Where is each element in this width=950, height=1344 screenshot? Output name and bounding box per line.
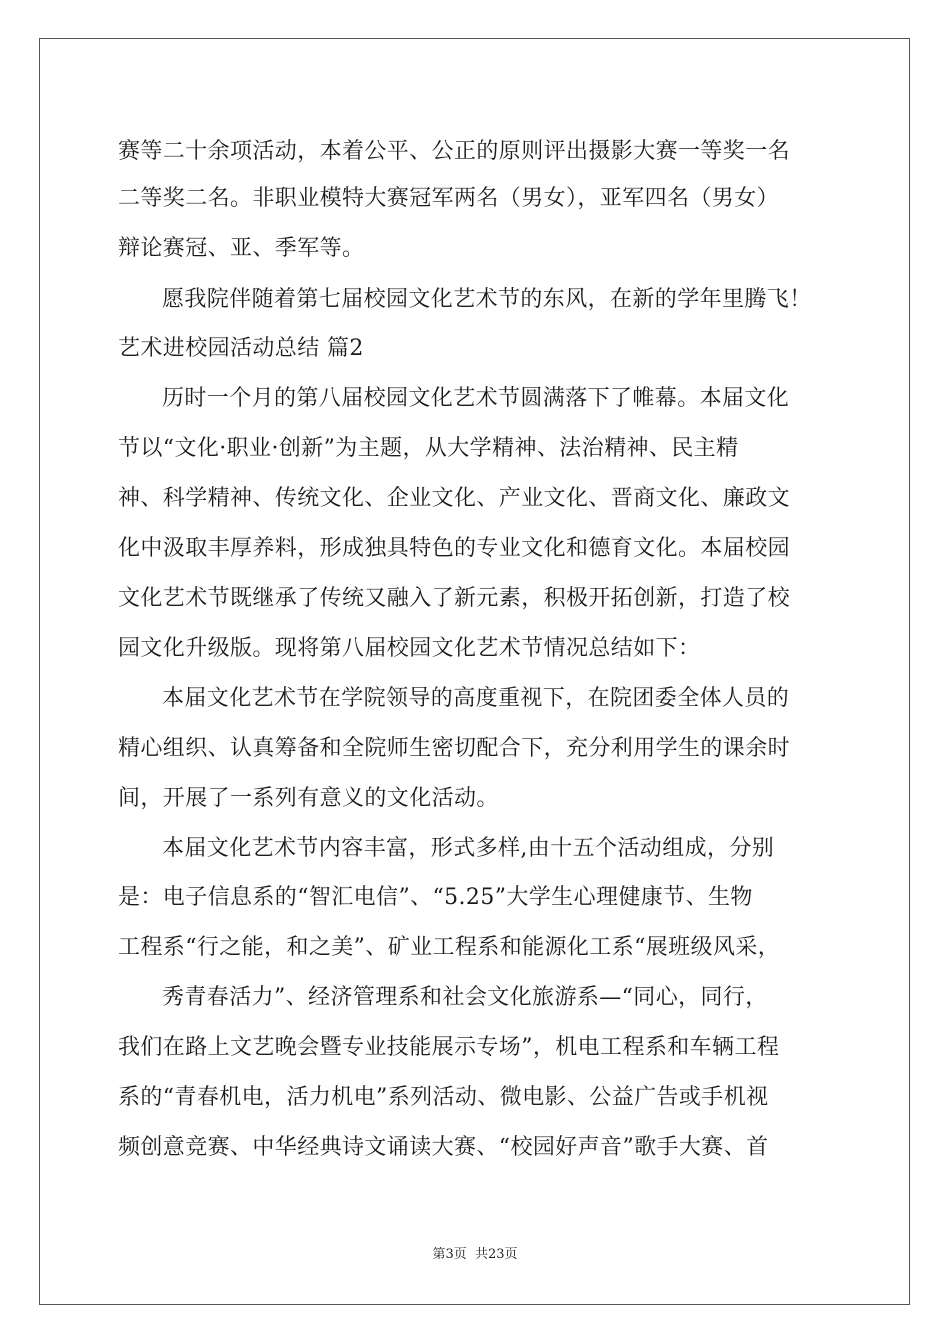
text-line: 频创意竞赛、中华经典诗文诵读大赛、“校园好声音”歌手大赛、首 bbox=[118, 1135, 769, 1160]
paragraph-line: 秀青春活力”、经济管理系和社会文化旅游系—“同心，同行， bbox=[162, 985, 768, 1010]
text-line: 二等奖二名。非职业模特大赛冠军两名（男女），亚军四名（男女） bbox=[118, 186, 780, 211]
section-heading: 艺术进校园活动总结 篇2 bbox=[118, 336, 364, 361]
text-line: 间，开展了一系列有意义的文化活动。 bbox=[118, 786, 499, 811]
text-line: 节以“文化·职业·创新”为主题，从大学精神、法治精神、民主精 bbox=[118, 436, 739, 461]
text-line: 辩论赛冠、亚、季军等。 bbox=[118, 236, 365, 261]
text-line: 赛等二十余项活动，本着公平、公正的原则评出摄影大赛一等奖一名 bbox=[118, 139, 791, 164]
page-border bbox=[39, 38, 910, 1305]
text-line: 文化艺术节既继承了传统又融入了新元素，积极开拓创新，打造了校 bbox=[118, 586, 791, 611]
paragraph-line: 本届文化艺术节在学院领导的高度重视下，在院团委全体人员的 bbox=[162, 686, 790, 711]
text-line: 系的“青春机电，活力机电”系列活动、微电影、公益广告或手机视 bbox=[118, 1085, 769, 1110]
text-line: 是：电子信息系的“智汇电信”、“5.25”大学生心理健康节、生物 bbox=[118, 885, 753, 910]
text-line: 化中汲取丰厚养料，形成独具特色的专业文化和德育文化。本届校园 bbox=[118, 536, 791, 561]
paragraph-line: 愿我院伴随着第七届校园文化艺术节的东风，在新的学年里腾飞！ bbox=[162, 287, 812, 312]
text-line: 精心组织、认真筹备和全院师生密切配合下，充分利用学生的课余时 bbox=[118, 736, 791, 761]
text-line: 我们在路上文艺晚会暨专业技能展示专场”，机电工程系和车辆工程 bbox=[118, 1035, 780, 1060]
paragraph-line: 本届文化艺术节内容丰富，形式多样,由十五个活动组成，分别 bbox=[162, 836, 775, 861]
text-line: 神、科学精神、传统文化、企业文化、产业文化、晋商文化、廉政文 bbox=[118, 486, 791, 511]
paragraph-line: 历时一个月的第八届校园文化艺术节圆满落下了帷幕。本届文化 bbox=[162, 386, 790, 411]
text-line: 工程系“行之能，和之美”、矿业工程系和能源化工系“展班级风采， bbox=[118, 935, 781, 960]
text-line: 园文化升级版。现将第八届校园文化艺术节情况总结如下： bbox=[118, 636, 701, 661]
page-number-footer: 第3页 共23页 bbox=[432, 1247, 518, 1262]
